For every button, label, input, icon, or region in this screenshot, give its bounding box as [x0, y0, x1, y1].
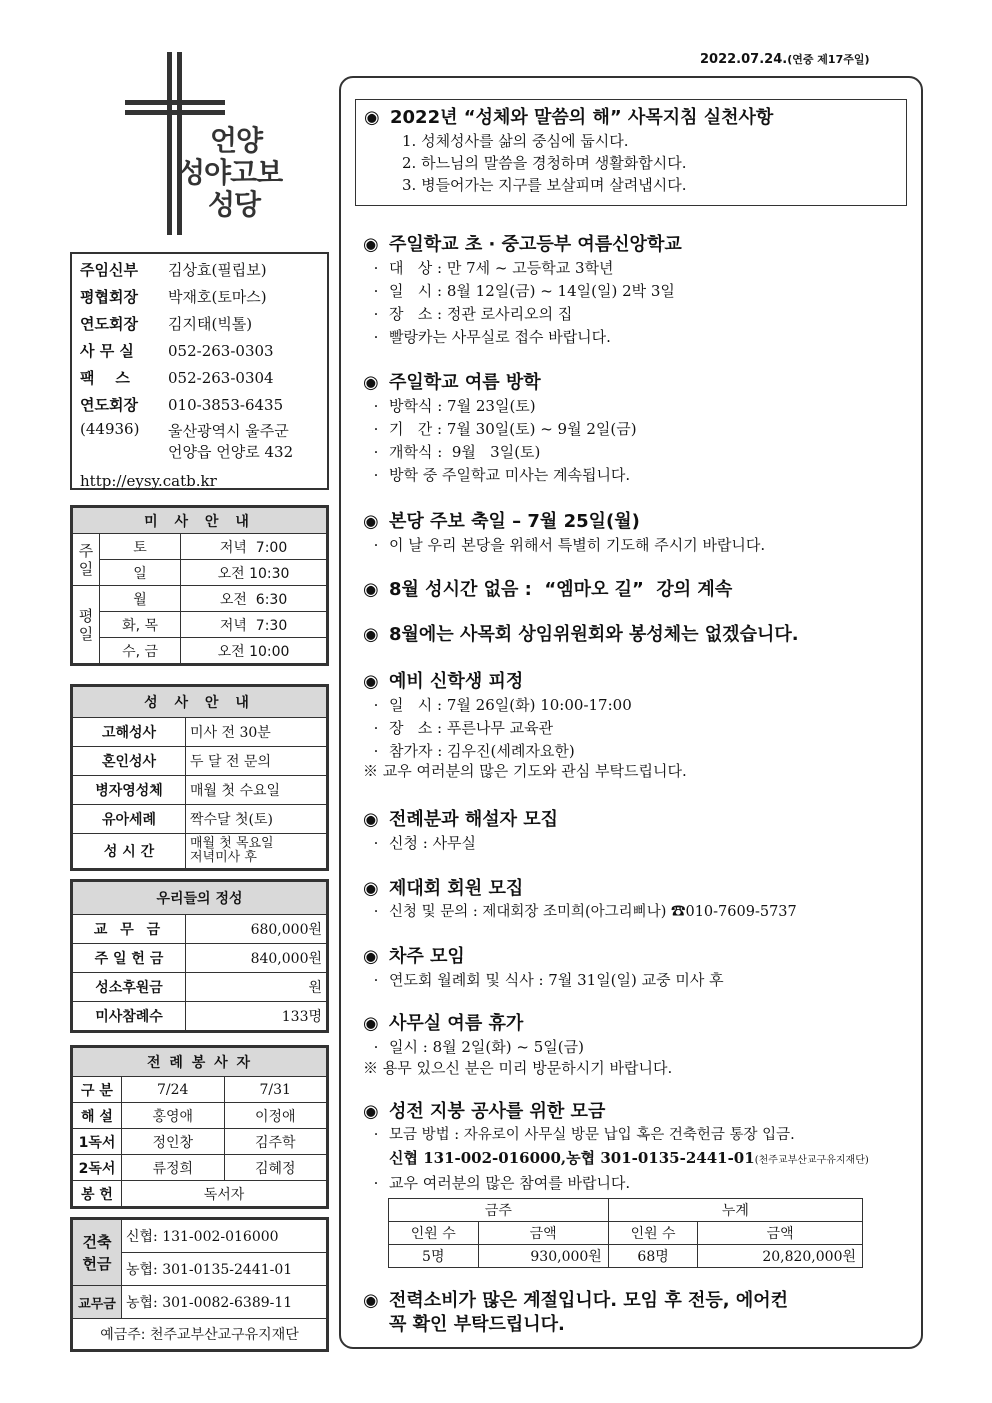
- contact-row: 연도회장 010-3853-6435: [80, 395, 284, 414]
- sacrament-info: 성 사 안 내 고해성사 미사 전 30분 혼인성사 두 달 전 문의 병자영성체 매월 첫 수요일 유아세례 짝수달 첫(토) 성 시 간 매월 첫 목요일 저녁미사 후: [70, 684, 329, 871]
- seminary-retreat-section: ◉ 예비 신학생 피정 · 일 시 : 7월 26일(화) 10:00-17:00 · 장 소 : 푸른나무 교육관 · 참가자 : 김우진(세례자요한) ※ 교우 여러분의 많은 기도와 관심 부탁드립니다.: [363, 671, 687, 780]
- sunday-label: 주일: [73, 534, 100, 586]
- liturgy-servers: 전 례 봉 사 자 구 분 7/24 7/31 해 설 홍영애 이정애 1독서 정인창 김주학 2독서 류정희 김혜정 봉 헌 독서자: [70, 1045, 329, 1209]
- contact-row: 팩 스 052-263-0304: [80, 368, 274, 387]
- bullet-icon: ◉: [363, 878, 379, 899]
- bank-accounts: 건축 헌금 신협: 131-002-016000 농협: 301-0135-2441-01 교무금 농협: 301-0082-6389-11 예금주: 천주교부산교구유지재단: [70, 1217, 329, 1352]
- bullet-icon: ◉: [363, 234, 379, 255]
- bullet-icon: ◉: [363, 1101, 379, 1122]
- mass-schedule: 미 사 안 내 주일 토 저녁 7:00 일 오전 10:30 평일 월 오전 6:30 화, 목 저녁 7:30 수, 금 오전 10:00: [70, 505, 329, 666]
- roof-fundraising-section: ◉ 성전 지붕 공사를 위한 모금 · 모금 방법 : 자유로이 사무실 방문 납입 혹은 건축헌금 통장 입금. 신협 131-002-016000,농협 301-0135-2441-01(천주교부산교구유지재단) · 교우 여러분의 많은 참여를 바랍니다.: [363, 1101, 869, 1192]
- contact-box: [70, 252, 329, 490]
- altar-society-section: ◉ 제대회 회원 모집 · 신청 및 문의 : 제대회장 조미희(아그리삐나) ☎010-7609-5737: [363, 878, 797, 920]
- bullet-icon: ◉: [363, 511, 379, 532]
- bullet-icon: ◉: [363, 1290, 379, 1311]
- mass-title: 미 사 안 내: [73, 508, 327, 534]
- holy-hour-section: ◉ 8월 성시간 없음 : “엠마오 길” 강의 계속: [363, 579, 733, 600]
- pastoral-guidelines: ◉ 2022년 “성체와 말씀의 해” 사목지침 실천사항 1. 성체성사를 삶의 중심에 둡시다. 2. 하느님의 말씀을 경청하며 생활화합시다. 3. 병들어가는 지구를 보살피며 살려냅시다.: [355, 99, 907, 206]
- logo-text-1: 언양: [210, 124, 263, 157]
- weekday-label: 평일: [73, 586, 100, 664]
- bullet-icon: ◉: [363, 946, 379, 967]
- logo-text-2: 성야고보: [178, 156, 283, 189]
- bullet-icon: ◉: [363, 579, 379, 600]
- contact-row: 주임신부 김상효(필립보): [80, 261, 267, 279]
- offering-box: 우리들의 정성 교 무 금 680,000원 주 일 헌 금 840,000원 성소후원금 원 미사참례수 133명: [70, 879, 329, 1033]
- feast-day-section: ◉ 본당 주보 축일 – 7월 25일(월) · 이 날 우리 본당을 위해서 특별히 기도해 주시기 바랍니다.: [363, 511, 766, 554]
- bullet-icon: ◉: [364, 107, 380, 128]
- logo-text-3: 성당: [208, 188, 261, 221]
- liturgy-recruit-section: ◉ 전례분과 해설자 모집 · 신청 : 사무실: [363, 809, 559, 852]
- website-link[interactable]: http://eysy.catb.kr: [80, 472, 217, 490]
- office-vacation-section: ◉ 사무실 여름 휴가 · 일시 : 8월 2일(화) ~ 5일(금) ※ 용무 있으신 분은 미리 방문하시기 바랍니다.: [363, 1013, 673, 1077]
- bullet-icon: ◉: [363, 809, 379, 830]
- parish-logo: [120, 50, 320, 240]
- contact-row: 평협회장 박재호(토마스): [80, 288, 267, 306]
- power-saving-section: ◉ 전력소비가 많은 계절입니다. 모임 후 전등, 에어컨 꼭 확인 부탁드립니다.: [363, 1290, 789, 1335]
- committee-section: ◉ 8월에는 사목회 상임위원회와 봉성체는 없겠습니다.: [363, 624, 799, 645]
- next-meeting-section: ◉ 차주 모임 · 연도회 월례회 및 식사 : 7월 31일(일) 교중 미사 후: [363, 946, 724, 989]
- bullet-icon: ◉: [363, 671, 379, 692]
- bullet-icon: ◉: [363, 372, 379, 393]
- summer-vacation-section: ◉ 주일학교 여름 방학 · 방학식 : 7월 23일(토) · 기 간 : 7월 30일(토) ~ 9월 2일(금) · 개학식 : 9월 3일(토) · 방학 중 주일학교 미사는 계속됩니다.: [363, 372, 637, 484]
- bulletin-date: 2022.07.24.(연중 제17주일): [700, 52, 870, 67]
- fundraising-table: 금주 누계 인원 수 금액 인원 수 금액 5명 930,000원 68명 20,820,000원: [388, 1198, 863, 1268]
- bullet-icon: ◉: [363, 624, 379, 645]
- summer-camp-section: ◉ 주일학교 초 · 중고등부 여름신앙학교 · 대 상 : 만 7세 ~ 고등학교 3학년 · 일 시 : 8월 12일(금) ~ 14일(일) 2박 3일 · 장 소 : 정관 로사리오의 집 · 빨랑카는 사무실로 접수 바랍니다.: [363, 234, 682, 346]
- contact-row: 사 무 실 052-263-0303: [80, 341, 274, 360]
- address: (44936) 울산광역시 울주군 언양읍 언양로 432: [80, 420, 294, 461]
- bullet-icon: ◉: [363, 1013, 379, 1034]
- contact-row: 연도회장 김지태(빅톨): [80, 315, 253, 333]
